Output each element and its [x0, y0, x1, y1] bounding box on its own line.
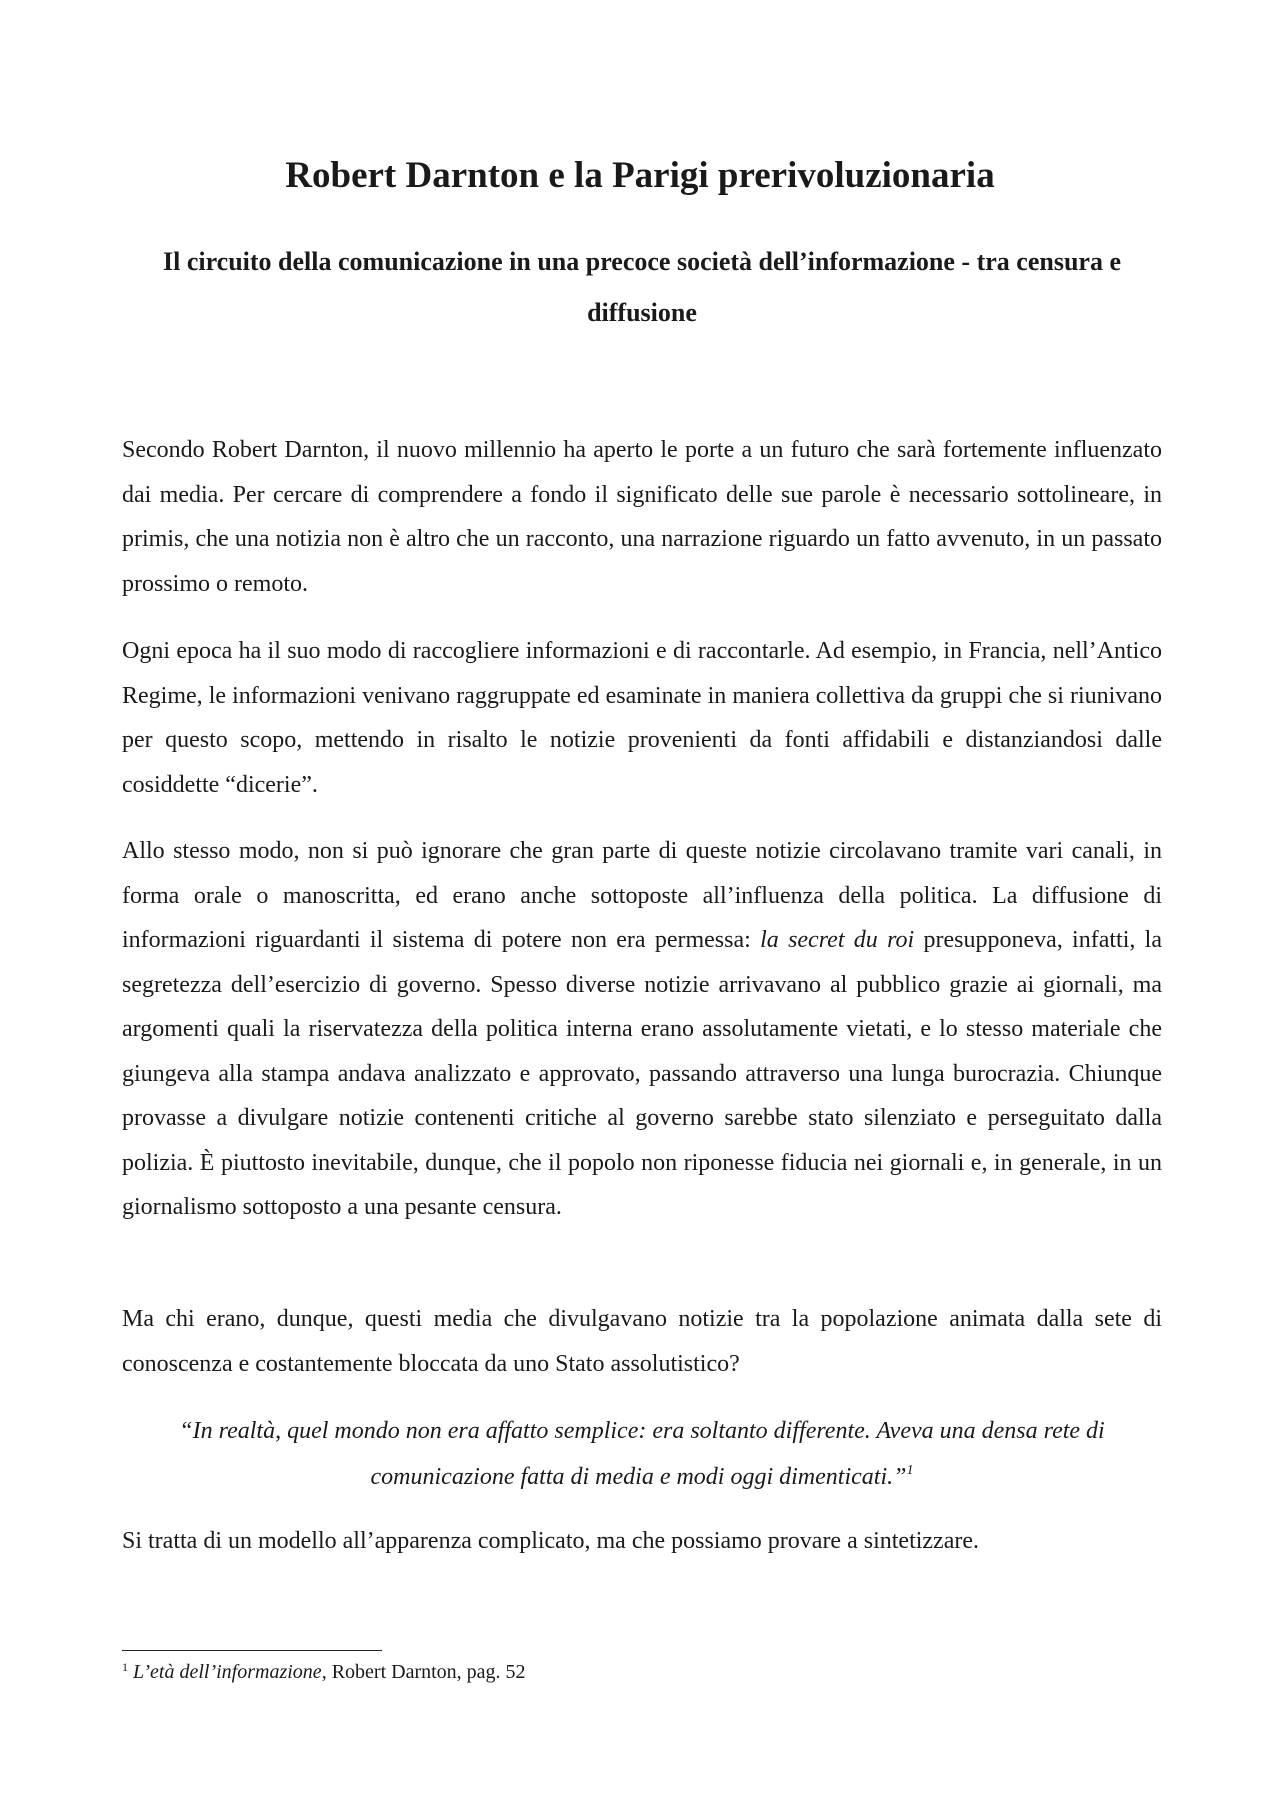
- paragraph-3-text-a: Allo stesso modo, non si può ignorare che gran parte di queste notizie circolavano tramite vari canali, in forma orale o manoscritta, ed erano anche sottoposte all’influenza della politica. La diffusione di informazioni riguardanti il sistema di potere non era permessa:: [122, 838, 1162, 953]
- page-subtitle: Il circuito della comunicazione in una precoce società dell’informazione - tra censura e diffusione: [163, 247, 1121, 327]
- page-title: Robert Darnton e la Parigi prerivoluzionaria: [285, 155, 995, 196]
- block-quote: [122, 1408, 1162, 1500]
- footnote: [122, 1657, 1162, 1687]
- footnote-rest: , Robert Darnton, pag. 52: [321, 1661, 526, 1683]
- paragraph-4: Ma chi erano, dunque, questi media che divulgavano notizie tra la popolazione animata dalla sete di conoscenza e costantemente bloccata da uno Stato assolutistico?: [122, 1306, 1162, 1377]
- paragraph-3-text-b: presupponeva, infatti, la segretezza dell’esercizio di governo. Spesso diverse notizie arrivavano al pubblico grazie ai giornali, ma argomenti quali la riservatezza della politica interna erano assolutamente vietati, e lo stesso materiale che giungeva alla stampa andava analizzato e approvato, passando attraverso una lunga burocrazia. Chiunque provasse a divulgare notizie contenenti critiche al governo sarebbe stato silenziato e perseguitato dalla polizia. È piuttosto inevitabile, dunque, che il popolo non riponesse fiducia nei giornali e, in generale, in un giornalismo sottoposto a una pesante censura.: [122, 927, 1162, 1220]
- paragraph-6: Si tratta di un modello all’apparenza complicato, ma che possiamo provare a sintetizzare.: [122, 1528, 980, 1554]
- footnote-title: L’età dell’informazione: [133, 1661, 322, 1683]
- paragraph-3: [122, 829, 1162, 1230]
- paragraph-2: Ogni epoca ha il suo modo di raccogliere informazioni e di raccontarle. Ad esempio, in Francia, nell’Antico Regime, le informazioni venivano raggruppate ed esaminate in maniera collettiva da gruppi che si riunivano per questo scopo, mettendo in risalto le notizie provenienti da fonti affidabili e distanziandosi dalle cosiddette “dicerie”.: [122, 638, 1162, 798]
- footnote-number: 1: [122, 1660, 128, 1674]
- paragraph-1: Secondo Robert Darnton, il nuovo millennio ha aperto le porte a un futuro che sarà fortemente influenzato dai media. Per cercare di comprendere a fondo il significato delle sue parole è necessario sottolineare, in primis, che una notizia non è altro che un racconto, una narrazione riguardo un fatto avvenuto, in un passato prossimo o remoto.: [122, 437, 1162, 597]
- quote-footnote-ref[interactable]: 1: [906, 1463, 914, 1478]
- paragraph-3-emphasis: la secret du roi: [760, 927, 915, 953]
- footnote-separator: [122, 1650, 382, 1651]
- quote-text: “In realtà, quel mondo non era affatto semplice: era soltanto differente. Aveva una densa rete di comunicazione fatta di media e modi oggi dimenticati.”: [179, 1418, 1105, 1490]
